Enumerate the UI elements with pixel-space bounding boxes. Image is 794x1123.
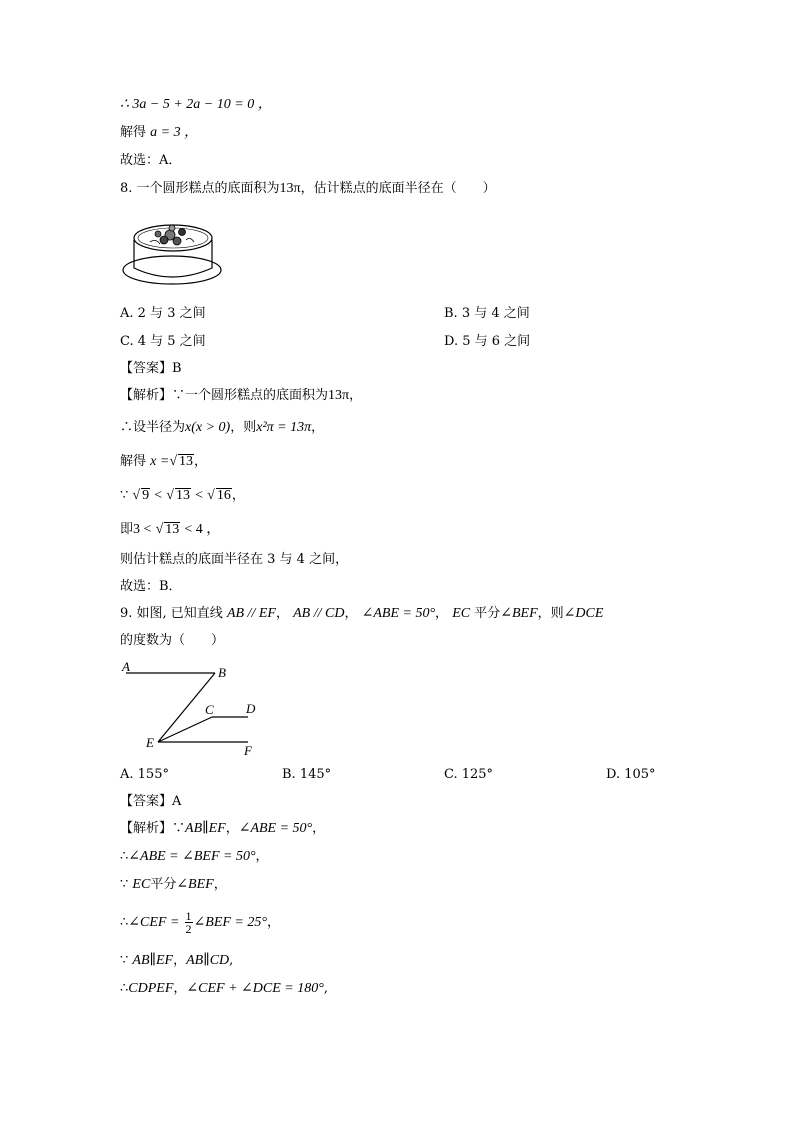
math-expr: ∠CEF = [128, 915, 180, 930]
math-expr: (x > 0) [191, 420, 231, 435]
label-c: C [205, 702, 214, 717]
text: ， [231, 488, 245, 503]
math-expr: ∠BEF [176, 877, 214, 892]
text: 解得 [120, 125, 147, 140]
question-text: 9. 如图, 已知直线 [120, 606, 223, 621]
option-a: A. 155° [120, 767, 169, 782]
option-c: C. 4 与 5 之间 [120, 334, 206, 349]
question-8 [120, 180, 496, 198]
text: ， [344, 606, 358, 621]
explanation-line [120, 419, 324, 437]
equation-line [120, 96, 272, 114]
text: ∴ [120, 849, 129, 864]
text: ∵ [120, 953, 129, 968]
equation: ∴ 3a − 5 + 2a − 10 = 0 ， [120, 97, 272, 112]
explanation-line [120, 551, 348, 569]
text: ，则 [537, 606, 564, 621]
question-text: ，估计糕点的底面半径在（ ） [300, 181, 496, 196]
explanation-line [120, 952, 233, 970]
math-expr: ∠ABE = 50° [238, 821, 313, 836]
option-d: D. 105° [606, 767, 656, 782]
text: 【解析】∵ [120, 821, 186, 836]
option-a: A. 2 与 3 之间 [120, 306, 206, 321]
text: 平分 [474, 606, 501, 621]
text: ， [266, 915, 280, 930]
explanation-line [120, 980, 328, 998]
text: ， [173, 981, 187, 996]
option-b: B. 145° [282, 767, 332, 782]
answer-label: 【答案】B [120, 361, 182, 376]
sqrt-value: 13 [179, 454, 194, 469]
text: ， [435, 606, 449, 621]
question-text: 8. 一个圆形糕点的底面积为 [120, 181, 280, 196]
explanation-line [120, 578, 182, 596]
text: ， [311, 420, 325, 435]
explanation-line: 解得 x =√ 13， [120, 454, 208, 469]
text: 故选：A． [120, 153, 182, 168]
result: a = 3 ， [150, 125, 199, 140]
text: ，则 [230, 420, 257, 435]
text: ∴ [120, 981, 129, 996]
answer-8 [120, 360, 182, 378]
option-d: D. 5 与 6 之间 [444, 334, 531, 349]
label-d: D [246, 701, 256, 716]
explanation-line: 即3 < √ 13 < 4 ， [120, 522, 221, 537]
math-expr: EC [452, 606, 471, 621]
choice-line [120, 152, 181, 170]
line-ec [158, 717, 212, 742]
text: ， [255, 849, 269, 864]
math-expr: EC [132, 877, 151, 892]
explanation-line: ∵ √ 9 < √ 13 < √ 16， [120, 488, 245, 503]
math-expr: ∠CEF + ∠DCE = 180° [186, 981, 324, 996]
option-b: B. 3 与 4 之间 [444, 306, 530, 321]
text: , [229, 953, 234, 968]
label-a: A [122, 659, 130, 674]
answer-9 [120, 793, 181, 811]
question-text: 的度数为（ ） [120, 633, 225, 648]
sqrt-value: 16 [216, 488, 231, 503]
explanation-line [120, 910, 280, 936]
explanation-line [120, 848, 269, 866]
text: ∵ [120, 488, 129, 503]
math-expr: x²π = 13π [256, 420, 312, 435]
cake-image [120, 210, 224, 290]
question-9 [120, 605, 603, 623]
explanation-line [120, 876, 227, 894]
text: , [323, 981, 328, 996]
sqrt-value: 13 [165, 522, 180, 537]
solve-line [120, 124, 198, 142]
text: ， [194, 454, 208, 469]
geometry-diagram [118, 655, 268, 759]
explanation-line [120, 820, 325, 838]
math-expr: ∠ABE = 50° [361, 606, 436, 621]
math-expr: AB // EF [226, 606, 276, 621]
math-expr: ∠DCE [563, 606, 604, 621]
math-expr: < 4 ， [184, 522, 221, 537]
math-expr: ∠BEF = 25° [193, 915, 267, 930]
text: ， [173, 953, 187, 968]
label-e: E [146, 735, 154, 750]
text: ， [275, 606, 289, 621]
label-b: B [218, 665, 226, 680]
text: ∴ [120, 915, 129, 930]
math-expr: AB∥EF [132, 953, 174, 968]
math-expr: x = [150, 454, 170, 469]
math-expr: CDPEF [128, 981, 174, 996]
label-f: F [244, 743, 252, 758]
question-9-line2 [120, 632, 224, 650]
text: 则估计糕点的底面半径在 3 与 4 之间， [120, 552, 349, 567]
text: ， [213, 877, 227, 892]
text: ， [312, 821, 326, 836]
math-expr: x [185, 420, 192, 435]
option-c: C. 125° [444, 767, 494, 782]
math-expr: AB // CD [293, 606, 345, 621]
math-expr: 13π [279, 181, 301, 196]
text: 即 [120, 522, 134, 537]
denominator: 2 [185, 922, 192, 936]
math-expr: ∠ABE = ∠BEF = 50° [128, 849, 256, 864]
fraction [185, 910, 193, 935]
math-expr: ∠BEF [500, 606, 538, 621]
text: ∵ [120, 877, 129, 892]
math-expr: AB∥EF [185, 821, 226, 836]
text: 平分 [150, 877, 177, 892]
math-expr: AB∥CD [186, 953, 230, 968]
text: 解得 [120, 454, 147, 469]
numerator: 1 [185, 909, 192, 923]
text: 【解析】∵一个圆形糕点的底面积为 [120, 388, 329, 403]
math-expr: 3 < [133, 522, 152, 537]
answer-label: 【答案】A [120, 794, 182, 809]
sqrt-value: 13 [175, 488, 190, 503]
operator: < [195, 488, 204, 503]
sqrt-value: 9 [142, 488, 150, 503]
text: ∴设半径为 [120, 420, 186, 435]
explanation-line [120, 387, 362, 405]
operator: < [154, 488, 163, 503]
text: 故选：B． [120, 579, 182, 594]
text: ， [225, 821, 239, 836]
text: ， [349, 388, 363, 403]
math-expr: 13π [328, 388, 350, 403]
